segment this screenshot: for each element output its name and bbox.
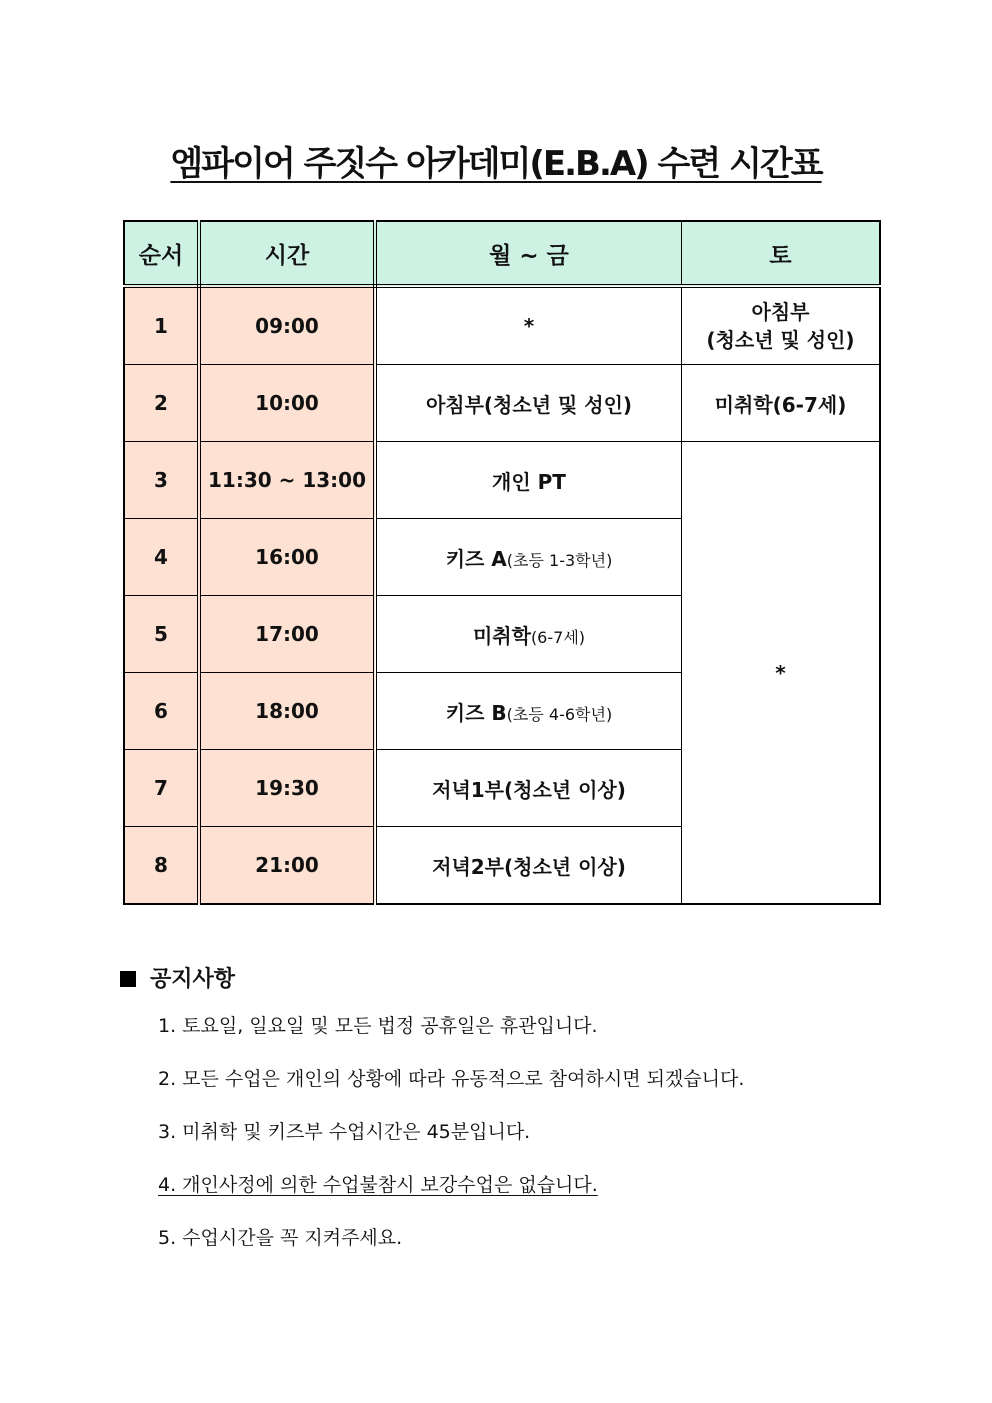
saturday-class-name: 아침부 [751, 300, 810, 324]
weekday-cell: * [375, 286, 682, 365]
class-detail: (초등 4-6학년) [506, 704, 613, 724]
weekday-cell: 아침부(청소년 및 성인) [375, 365, 682, 442]
weekday-cell [375, 596, 682, 673]
list-item: 1. 토요일, 일요일 및 모든 법정 공휴일은 휴관입니다. [158, 1015, 598, 1037]
weekday-cell: 저녁2부(청소년 이상) [375, 827, 682, 905]
table-row [124, 286, 880, 365]
table-row [124, 442, 880, 519]
saturday-cell: 미취학(6-7세) [682, 365, 881, 442]
time-cell: 19:30 [199, 750, 375, 827]
list-item: 3. 미취학 및 키즈부 수업시간은 45분입니다. [158, 1121, 531, 1143]
time-cell: 16:00 [199, 519, 375, 596]
time-cell: 18:00 [199, 673, 375, 750]
time-cell: 10:00 [199, 365, 375, 442]
header-order: 순서 [124, 221, 199, 286]
class-name: 미취학 [472, 623, 531, 648]
weekday-cell [375, 673, 682, 750]
time-cell: 11:30 ~ 13:00 [199, 442, 375, 519]
weekday-cell: 개인 PT [375, 442, 682, 519]
order-cell: 3 [124, 442, 199, 519]
class-name: 키즈 A [445, 546, 507, 571]
page-title: 엠파이어 주짓수 아카데미(E.B.A) 수련 시간표 [170, 144, 822, 184]
class-name: 키즈 B [445, 700, 507, 725]
header-weekday: 월 ~ 금 [375, 221, 682, 286]
saturday-class-detail: (청소년 및 성인) [706, 328, 855, 352]
list-item: 4. 개인사정에 의한 수업불참시 보강수업은 없습니다. [158, 1174, 598, 1196]
table-header-row [124, 221, 880, 286]
class-detail: (초등 1-3학년) [506, 550, 613, 570]
weekday-cell [375, 519, 682, 596]
schedule-table [123, 220, 881, 905]
order-cell: 7 [124, 750, 199, 827]
order-cell: 6 [124, 673, 199, 750]
saturday-cell [682, 286, 881, 365]
order-cell: 2 [124, 365, 199, 442]
notice-list [158, 1008, 744, 1273]
saturday-merged-cell: * [682, 442, 881, 905]
time-cell: 21:00 [199, 827, 375, 905]
order-cell: 8 [124, 827, 199, 905]
class-detail: (6-7세) [530, 627, 586, 647]
header-time: 시간 [199, 221, 375, 286]
list-item: 2. 모든 수업은 개인의 상황에 따라 유동적으로 참여하시면 되겠습니다. [158, 1068, 745, 1090]
order-cell: 5 [124, 596, 199, 673]
order-cell: 4 [124, 519, 199, 596]
notice-heading-text: 공지사항 [150, 967, 236, 992]
header-saturday: 토 [682, 221, 881, 286]
weekday-cell: 저녁1부(청소년 이상) [375, 750, 682, 827]
table-row [124, 365, 880, 442]
notice-heading [120, 962, 235, 993]
order-cell: 1 [124, 286, 199, 365]
list-item: 5. 수업시간을 꼭 지켜주세요. [158, 1227, 403, 1249]
time-cell: 17:00 [199, 596, 375, 673]
time-cell: 09:00 [199, 286, 375, 365]
square-bullet-icon [120, 971, 136, 987]
